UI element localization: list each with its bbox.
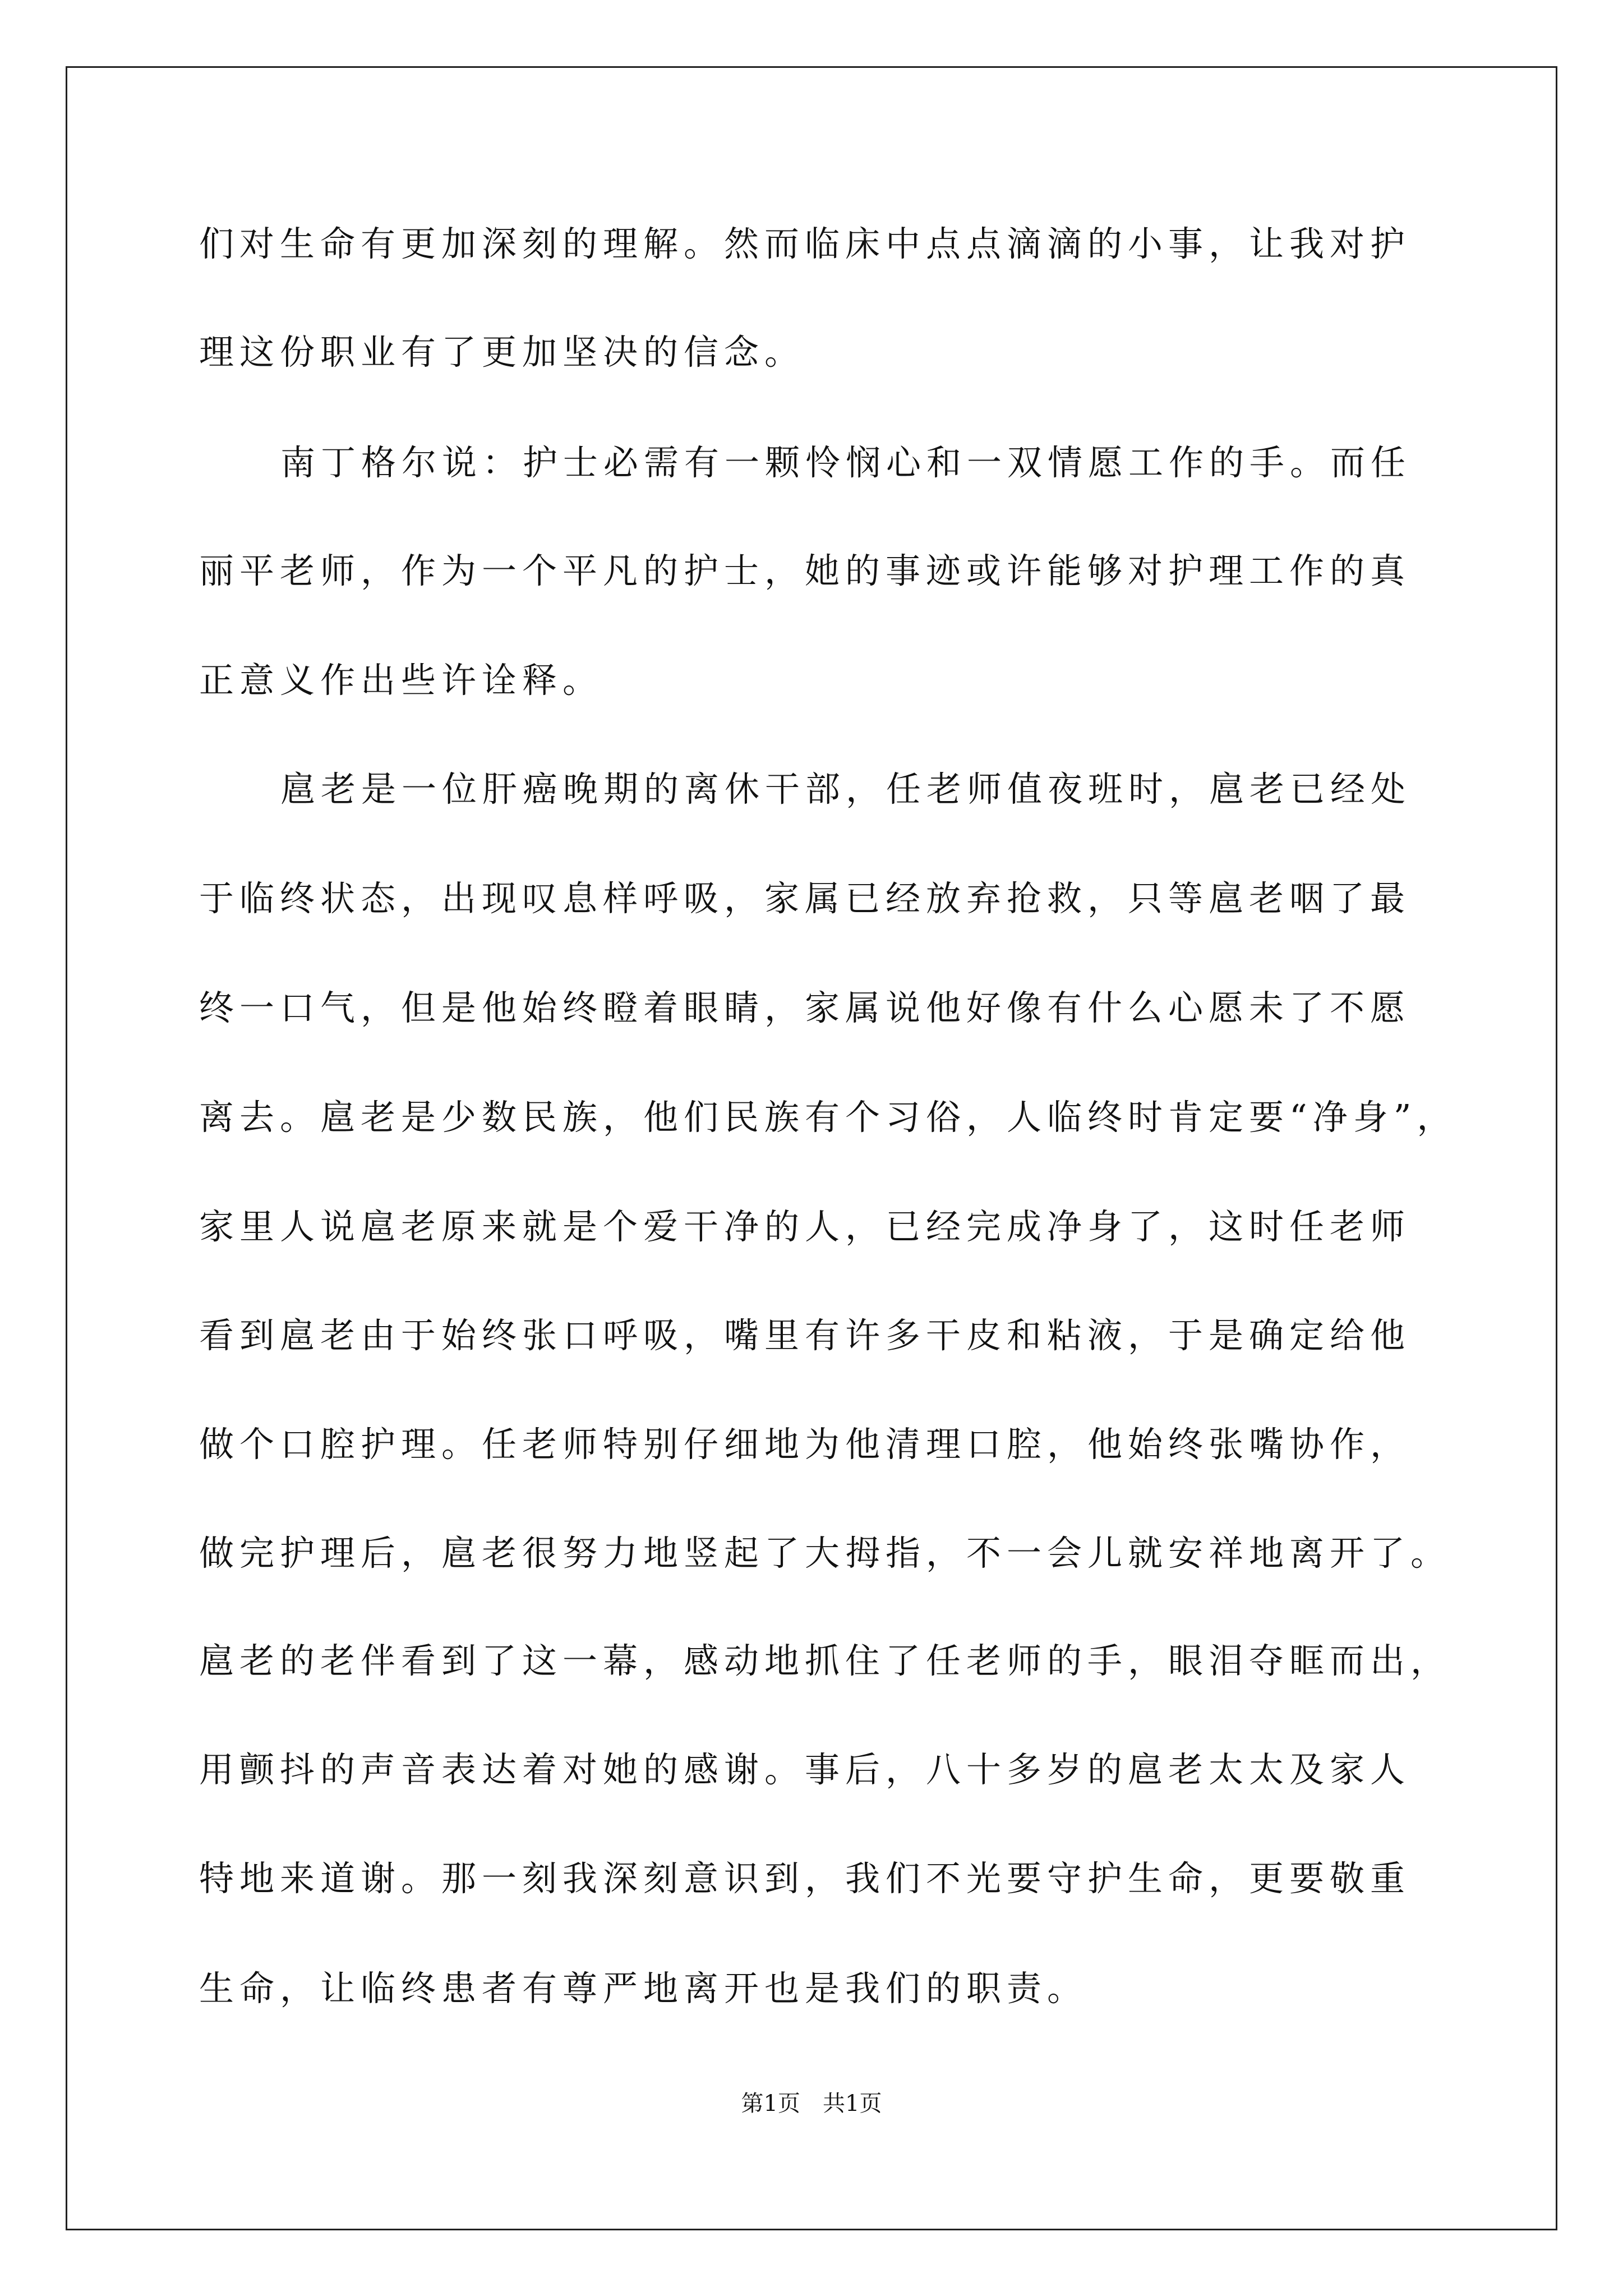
text-line: 特地来道谢。那一刻我深刻意识到，我们不光要守护生命，更要敬重 [199, 1858, 1411, 1899]
text-line: 理这份职业有了更加坚决的信念。 [199, 332, 805, 372]
text-line: 丽平老师，作为一个平凡的护士，她的事迹或许能够对护理工作的真 [199, 550, 1411, 591]
text-line: 终一口气，但是他始终瞪着眼睛，家属说他好像有什么心愿未了不愿 [199, 987, 1411, 1028]
text-line: 用颤抖的声音表达着对她的感谢。事后，八十多岁的扈老太太及家人 [199, 1749, 1411, 1790]
paragraph-first-line: 扈老是一位肝癌晚期的离休干部，任老师值夜班时，扈老已经处 [280, 769, 1412, 809]
text-line: 家里人说扈老原来就是个爱干净的人，已经完成净身了，这时任老师 [199, 1206, 1411, 1247]
text-line: 做个口腔护理。任老师特别仔细地为他清理口腔，他始终张嘴协作， [199, 1424, 1411, 1465]
text-line: 离去。扈老是少数民族，他们民族有个习俗，人临终时肯定要“净身”， [199, 1097, 1458, 1138]
text-line: 扈老的老伴看到了这一幕，感动地抓住了任老师的手，眼泪夺眶而出， [199, 1640, 1451, 1681]
text-line: 们对生命有更加深刻的理解。然而临床中点点滴滴的小事，让我对护 [199, 223, 1411, 264]
text-line: 生命，让临终患者有尊严地离开也是我们的职责。 [199, 1968, 1088, 2009]
text-line: 于临终状态，出现叹息样呼吸，家属已经放弃抢救，只等扈老咽了最 [199, 878, 1411, 919]
page-footer: 第1页 共1页 [741, 2091, 882, 2116]
paragraph-first-line: 南丁格尔说：护士必需有一颗怜悯心和一双情愿工作的手。而任 [280, 442, 1412, 483]
text-line: 看到扈老由于始终张口呼吸，嘴里有许多干皮和粘液，于是确定给他 [199, 1315, 1411, 1356]
text-line: 做完护理后，扈老很努力地竖起了大拇指，不一会儿就安祥地离开了。 [199, 1533, 1451, 1573]
text-line: 正意义作出些许诠释。 [199, 660, 603, 701]
